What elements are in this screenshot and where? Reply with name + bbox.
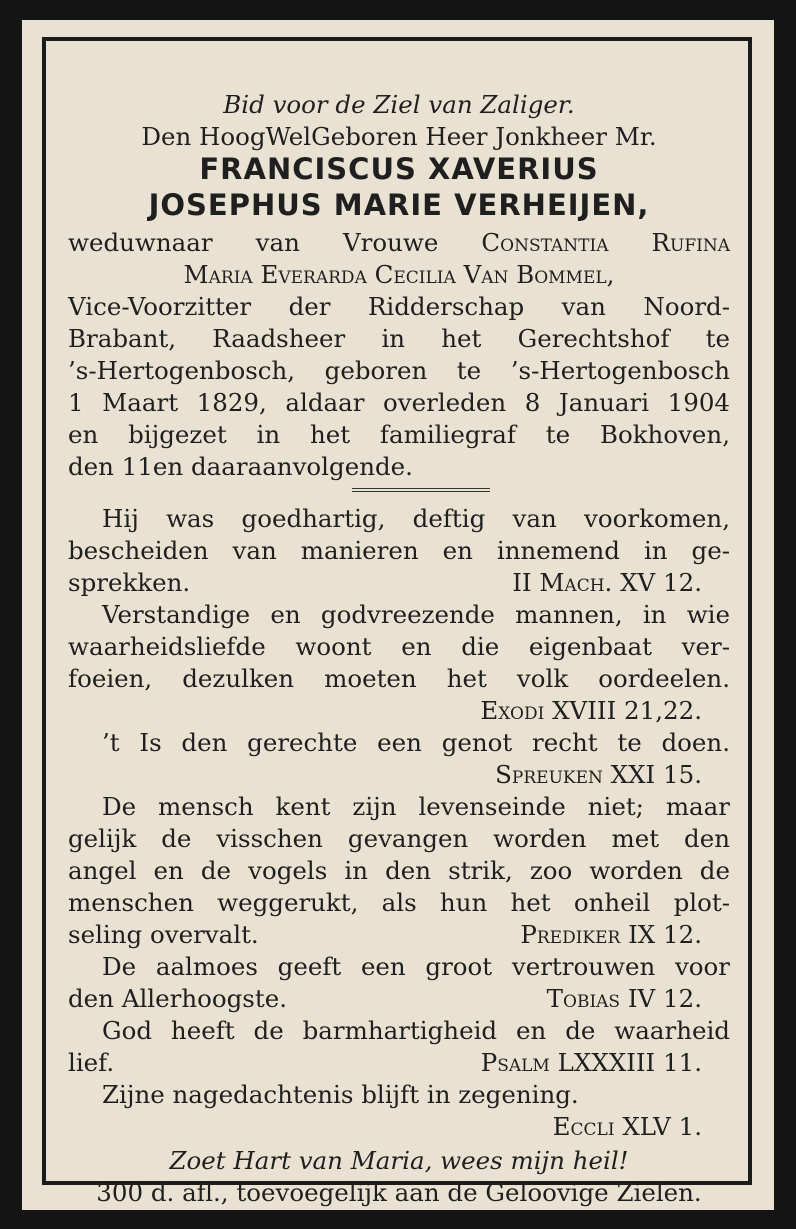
quote-line: De aalmoes geeft een groot vertrouwen voor <box>102 952 730 981</box>
quote-line: gelijk de visschen gevangen worden met den <box>68 824 730 853</box>
quote-line <box>68 919 730 951</box>
bio-line: Brabant, Raadsheer in het Gerechtshof te <box>68 324 730 353</box>
scripture-reference: Eccli XLV 1. <box>552 1112 702 1141</box>
divider <box>352 491 490 492</box>
quote-line: angel en de vogels in den strik, zoo worden de <box>68 856 730 885</box>
quote-line: waarheidsliefde woont en die eigenbaat ver- <box>68 632 730 661</box>
quote-text: lief. <box>68 1048 115 1077</box>
quote-line: ’t Is den gerechte een genot recht te doen. <box>102 728 730 757</box>
quote-line: Verstandige en godvreezende mannen, in wie <box>102 600 730 629</box>
quote-line <box>68 983 730 1015</box>
quote-line: God heeft de barmhartigheid en de waarheid <box>102 1016 730 1045</box>
quote-line: bescheiden van manieren en innemend in ge- <box>68 536 730 565</box>
bio-line: Vice-Voorzitter der Ridderschap van Noord- <box>68 292 730 321</box>
quote-text: sprekken. <box>68 568 191 597</box>
memorial-card <box>22 20 774 1210</box>
scripture-reference: Psalm LXXXIII 11. <box>480 1048 702 1077</box>
divider <box>352 488 490 489</box>
bio-line: Maria Everarda Cecilia Van Bommel, <box>183 260 615 289</box>
quote-line: Hij was goedhartig, deftig van voorkomen, <box>102 504 730 533</box>
scripture-reference: II Mach. XV 12. <box>512 568 702 597</box>
scripture-reference: Exodi XVIII 21,22. <box>480 696 702 725</box>
quote-line: foeien, dezulken moeten het volk oordeelen. <box>68 664 730 693</box>
quote-text: den Allerhoogste. <box>68 984 287 1013</box>
invocation: Zoet Hart van Maria, wees mijn heil! <box>169 1146 629 1175</box>
bio-line: 1 Maart 1829, aldaar overleden 8 Januari 1904 <box>68 388 730 417</box>
quote-line: De mensch kent zijn levenseinde niet; maar <box>102 792 730 821</box>
bio-line: weduwnaar van Vrouwe Constantia Rufina <box>68 228 730 257</box>
indulgence-note: 300 d. afl., toevoegelijk aan de Geloovige Zielen. <box>96 1178 702 1207</box>
prayer-heading: Bid voor de Ziel van Zaliger. <box>223 90 575 119</box>
bio-line: en bijgezet in het familiegraf te Bokhoven, <box>68 420 730 449</box>
honorific-line: Den HoogWelGeboren Heer Jonkheer Mr. <box>141 122 657 151</box>
quote-line: Zijne nagedachtenis blijft in zegening. <box>102 1080 579 1109</box>
bio-line: den 11en daaraanvolgende. <box>68 452 413 481</box>
card-frame <box>42 37 752 1207</box>
quote-line <box>68 567 730 599</box>
quote-line: menschen weggerukt, als hun het onheil plot- <box>68 888 730 917</box>
scripture-reference: Spreuken XXI 15. <box>495 760 702 789</box>
quote-text: seling overvalt. <box>68 920 259 949</box>
bio-line: ’s-Hertogenbosch, geboren te ’s-Hertogenbosch <box>68 356 730 385</box>
scripture-reference: Prediker IX 12. <box>520 920 702 949</box>
scripture-reference: Tobias IV 12. <box>546 984 702 1013</box>
deceased-name-line-1: FRANCISCUS XAVERIUS <box>199 152 599 186</box>
quote-line <box>68 1047 730 1079</box>
deceased-name-line-2: JOSEPHUS MARIE VERHEIJEN, <box>148 188 650 222</box>
